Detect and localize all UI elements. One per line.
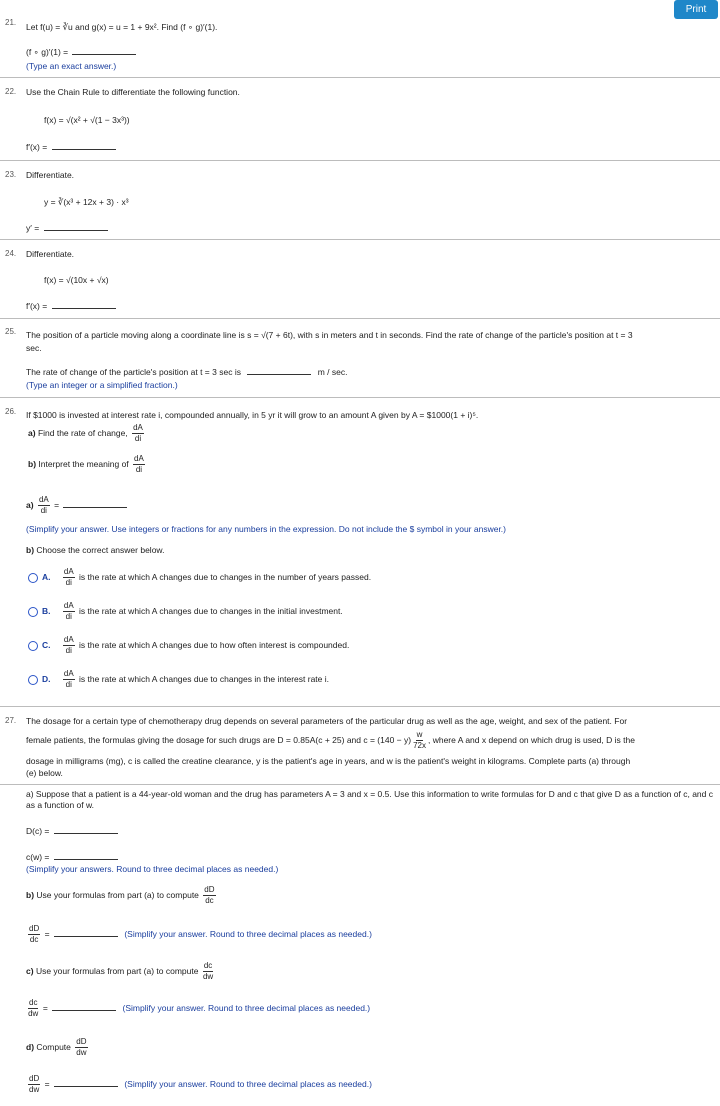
answer-input[interactable] <box>72 46 136 55</box>
part-label: b) <box>28 458 37 469</box>
fraction: $\frac{w}{72x}$ <box>413 730 426 750</box>
question-number: 23. <box>5 170 17 179</box>
part-b-prompt: b) Use your formulas from part (a) to compute $\frac{dD}{dc}$ <box>26 885 215 905</box>
answer-input[interactable] <box>52 1002 116 1011</box>
fraction: $\frac{dA}{di}$ <box>134 454 144 474</box>
question-prompt: If $1000 is invested at interest rate i, compounded annually, in 5 yr it will grow to an amount A given by A = $1000(1 + i)⁵. <box>26 410 479 420</box>
part-c-prompt: c) Use your formulas from part (a) to compute $\frac{dc}{dw}$ <box>26 961 214 981</box>
fraction: $\frac{dD}{dc}$ <box>204 885 215 905</box>
divider <box>0 239 720 240</box>
answer-hint: (Type an exact answer.) <box>26 61 117 71</box>
divider <box>0 318 720 319</box>
part-text: Find the rate of change, <box>37 427 128 438</box>
option-b[interactable]: B. $\frac{dA}{di}$ is the rate at which A changes due to changes in the initial investment. <box>28 602 343 621</box>
answer-row <box>26 300 116 311</box>
fraction: $\frac{dA}{di}$ <box>133 423 143 443</box>
question-prompt: Let f(u) = ∛u and g(x) = u = 1 + 9x². Find (f ∘ g)′(1). <box>26 22 218 32</box>
answer-label: c(w) = <box>26 852 50 862</box>
answer-label: (f ∘ g)′(1) = <box>26 47 69 57</box>
option-text: is the rate at which A changes due to changes in the number of years passed. <box>79 571 372 582</box>
radio-button[interactable] <box>28 675 38 685</box>
question-number: 27. <box>5 716 17 725</box>
answer-row <box>26 222 108 233</box>
answer-input[interactable] <box>54 851 118 860</box>
option-d[interactable]: D. $\frac{dA}{di}$ is the rate at which A changes due to changes in the interest rate i. <box>28 670 329 689</box>
question-prompt: The position of a particle moving along a coordinate line is s = √(7 + 6t), with s in meters and t in seconds. Find the rate of change of the particle's position at t = 3 <box>26 330 633 340</box>
divider <box>0 160 720 161</box>
question-prompt-continued: (e) below. <box>26 768 63 778</box>
fraction: $\frac{dA}{di}$ <box>63 567 74 587</box>
answer-input[interactable] <box>44 222 108 231</box>
answer-row <box>26 366 347 377</box>
answer-input[interactable] <box>52 300 116 309</box>
fraction: $\frac{dA}{di}$ <box>63 601 74 621</box>
radio-button[interactable] <box>28 641 38 651</box>
divider <box>0 706 720 707</box>
choose-prompt <box>26 545 164 555</box>
answer-label: D(c) = <box>26 826 50 836</box>
answer-input[interactable] <box>54 928 118 937</box>
answer-hint: (Type an integer or a simplified fraction.) <box>26 380 178 390</box>
fraction: $\frac{dA}{di}$ <box>38 495 49 515</box>
question-prompt: Differentiate. <box>26 249 75 259</box>
fraction: $\frac{dc}{dw}$ <box>202 961 214 981</box>
answer-label: The rate of change of the particle's position at t = 3 sec is <box>26 367 241 377</box>
unit-label: m / sec. <box>317 367 348 377</box>
print-button[interactable]: Print <box>674 0 718 19</box>
part-label: b) <box>26 545 35 555</box>
answer-input[interactable] <box>54 825 118 834</box>
answer-hint: (Simplify your answer. Round to three decimal places as needed.) <box>124 928 372 939</box>
answer-label: y′ = <box>26 223 40 233</box>
divider <box>0 397 720 398</box>
function-expression: f(x) = √(10x + √x) <box>44 275 109 285</box>
part-a-prompt <box>28 424 146 443</box>
option-text: is the rate at which A changes due to how often interest is compounded. <box>79 639 350 650</box>
answer-row <box>26 825 118 836</box>
divider <box>0 784 720 785</box>
part-label: a) <box>26 499 34 510</box>
answer-row: $\frac{dD}{dw}$ = (Simplify your answer. Round to three decimal places as needed.) <box>29 1074 372 1094</box>
question-number: 21. <box>5 18 17 27</box>
part-a-prompt: a) Suppose that a patient is a 44-year-old woman and the drug has parameters A = 3 and x = 0.5. Use this information to write formulas for D and c that give D as a function of c, and c as a function of w. <box>26 789 713 810</box>
radio-button[interactable] <box>28 607 38 617</box>
question-prompt-continued: dosage in milligrams (mg), c is called the creatine clearance, y is the patient's age in years, and w is the patient's weight in kilograms. Complete parts (a) through <box>26 756 631 766</box>
question-prompt-continued: female patients, the formulas giving the dosage for such drugs are D = 0.85A(c + 25) and c = (140 − y) $\frac{w}{72x}$ , where A and x depend on which drug is used, D is the <box>26 730 635 750</box>
answer-row <box>26 851 118 862</box>
option-text: is the rate at which A changes due to changes in the initial investment. <box>79 605 343 616</box>
question-prompt: Differentiate. <box>26 170 75 180</box>
part-b-prompt <box>28 455 147 474</box>
fraction: $\frac{dA}{di}$ <box>63 635 74 655</box>
radio-button[interactable] <box>28 573 38 583</box>
question-prompt: The dosage for a certain type of chemotherapy drug depends on several parameters of the particular drug as well as the age, weight, and sex of the patient. For <box>26 716 628 726</box>
answer-row: $\frac{dD}{dc}$ = (Simplify your answer. Round to three decimal places as needed.) <box>29 924 372 944</box>
divider <box>0 77 720 78</box>
fraction: $\frac{dA}{di}$ <box>63 669 74 689</box>
question-number: 24. <box>5 249 17 258</box>
question-prompt: Use the Chain Rule to differentiate the following function. <box>26 87 240 97</box>
answer-input[interactable] <box>54 1078 118 1087</box>
answer-label: f′(x) = <box>26 301 48 311</box>
question-number: 26. <box>5 407 17 416</box>
fraction: $\frac{dD}{dw}$ <box>29 1074 40 1094</box>
part-text: Choose the correct answer below. <box>36 545 165 555</box>
answer-input[interactable] <box>63 499 127 508</box>
function-expression: f(x) = √(x² + √(1 − 3x³)) <box>44 115 130 125</box>
answer-row <box>26 46 136 58</box>
part-text: Interpret the meaning of <box>38 458 129 469</box>
option-text: is the rate at which A changes due to changes in the interest rate i. <box>79 673 330 684</box>
answer-input[interactable] <box>52 141 116 150</box>
answer-hint: (Simplify your answer. Use integers or fractions for any numbers in the expression. Do not include the $ symbol in your answer.) <box>26 524 506 534</box>
answer-row: $\frac{dc}{dw}$ = (Simplify your answer. Round to three decimal places as needed.) <box>28 998 371 1018</box>
answer-label: f′(x) = <box>26 142 48 152</box>
question-number: 22. <box>5 87 17 96</box>
answer-hint: (Simplify your answer. Round to three decimal places as needed.) <box>124 1078 372 1089</box>
option-a[interactable]: A. $\frac{dA}{di}$ is the rate at which A changes due to changes in the number of years passed. <box>28 568 371 587</box>
option-c[interactable]: C. $\frac{dA}{di}$ is the rate at which A changes due to how often interest is compounded. <box>28 636 349 655</box>
part-label: a) <box>28 427 36 438</box>
question-prompt-continued: sec. <box>26 343 42 353</box>
question-number: 25. <box>5 327 17 336</box>
answer-row: a) $\frac{dA}{di}$ = <box>26 496 127 515</box>
function-expression: y = ∛(x³ + 12x + 3) · x³ <box>44 197 129 207</box>
part-d-prompt: d) Compute $\frac{dD}{dw}$ <box>26 1037 87 1057</box>
fraction: $\frac{dc}{dw}$ <box>28 998 39 1018</box>
answer-input[interactable] <box>247 366 311 375</box>
answer-hint: (Simplify your answers. Round to three decimal places as needed.) <box>26 864 279 874</box>
answer-row <box>26 141 116 152</box>
fraction: $\frac{dD}{dw}$ <box>76 1037 87 1057</box>
fraction: $\frac{dD}{dc}$ <box>29 924 40 944</box>
answer-hint: (Simplify your answer. Round to three decimal places as needed.) <box>122 1002 371 1013</box>
